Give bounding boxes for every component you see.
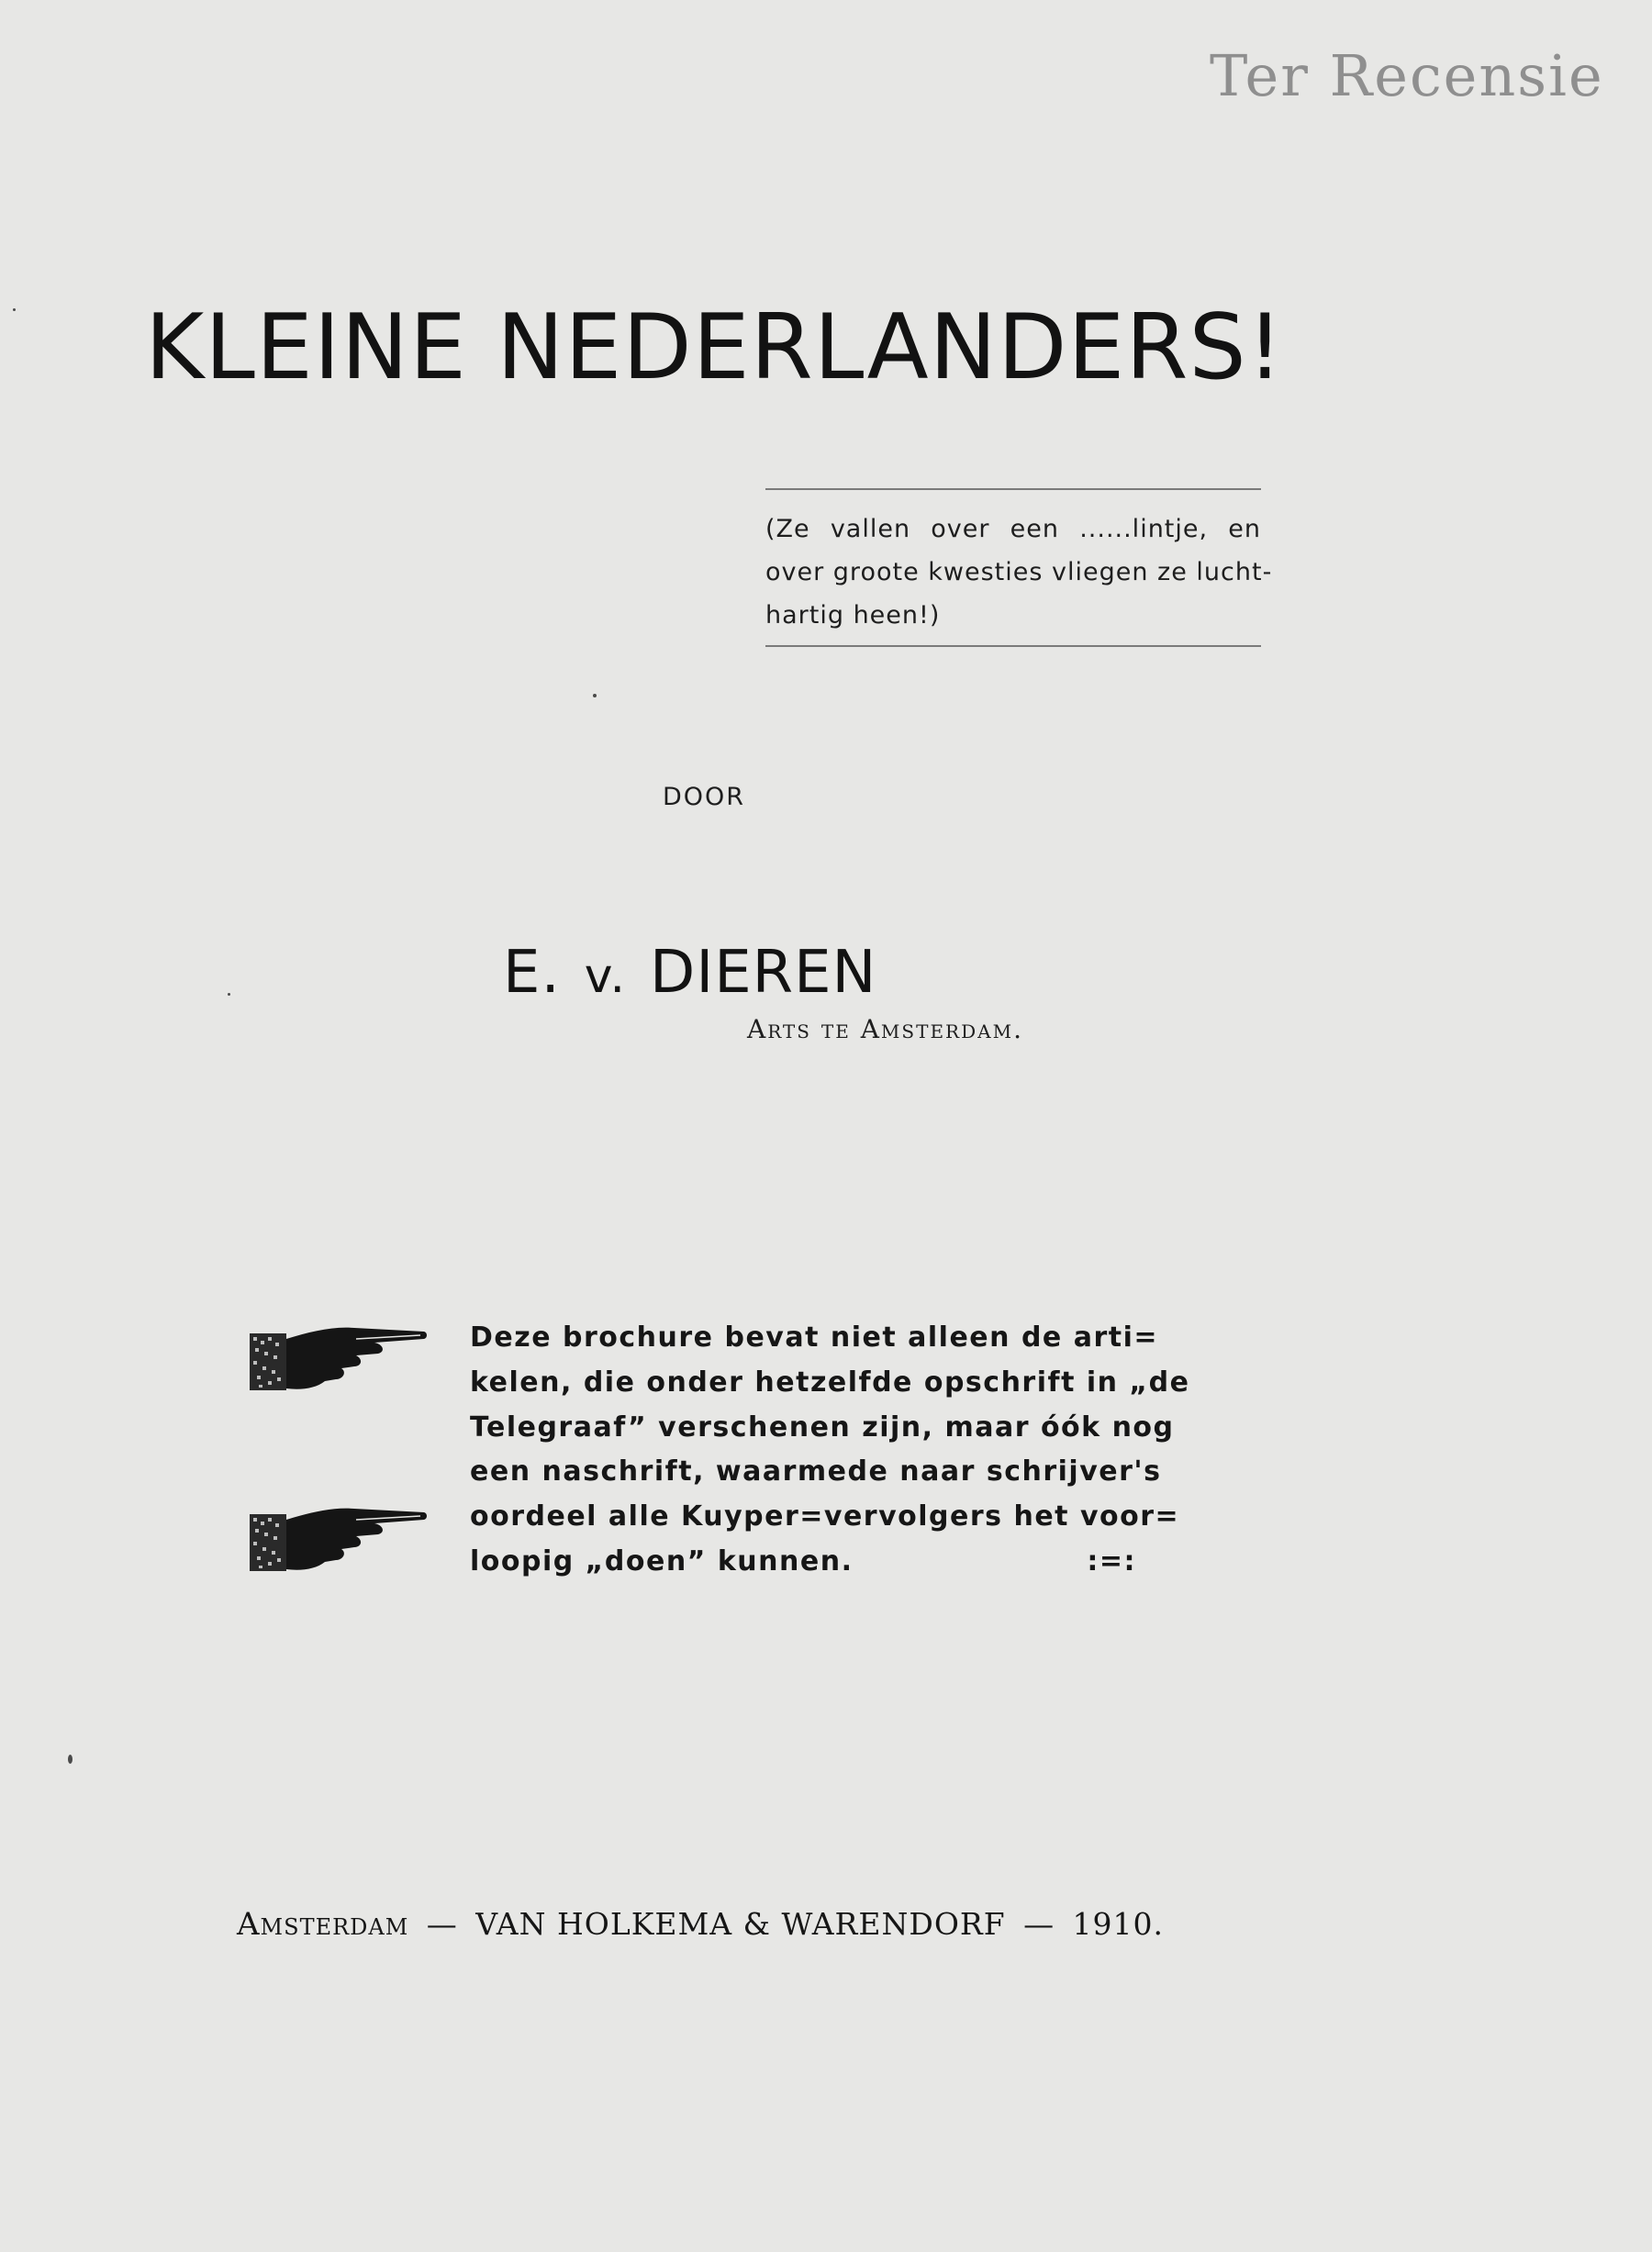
notice-line-6: loopig „doen” kunnen. xyxy=(470,1544,854,1578)
author-middle: v. xyxy=(584,949,627,1004)
author-surname: DIEREN xyxy=(650,939,877,1007)
notice-line-3: Telegraaf” verschenen zijn, maar óók nog xyxy=(470,1410,1175,1444)
publisher-line xyxy=(237,1906,1164,1943)
manicule-icon xyxy=(246,1496,430,1580)
motto-line-2: over groote kwesties vliegen ze lucht- xyxy=(765,558,1273,586)
ter-recensie-stamp xyxy=(1210,42,1604,109)
motto-rule-top xyxy=(765,488,1261,490)
paper-speck xyxy=(593,694,597,697)
manicule-icon xyxy=(246,1315,430,1399)
notice-line-2: kelen, die onder hetzelfde opschrift in „de xyxy=(470,1366,1190,1399)
notice-end-ornament: :=: xyxy=(1087,1544,1136,1578)
paper-speck xyxy=(13,308,16,311)
byline-door: DOOR xyxy=(663,783,746,811)
author-affiliation: Arts te Amsterdam. xyxy=(747,1014,1023,1044)
paper-speck xyxy=(228,993,230,996)
notice-line-4: een naschrift, waarmede naar schrijver's xyxy=(470,1455,1162,1488)
notice-line-6-wrap xyxy=(470,1540,1136,1585)
publisher-dash-2: — xyxy=(1023,1906,1055,1942)
publisher-year: 1910. xyxy=(1072,1906,1164,1942)
stamp-text: Ter Recensie xyxy=(1210,42,1604,109)
author-initial: E. xyxy=(503,939,561,1007)
motto-rule-bottom xyxy=(765,645,1261,647)
motto-line-3: hartig heen!) xyxy=(765,601,941,630)
publisher-dash-1: — xyxy=(426,1906,458,1942)
notice-line-1: Deze brochure bevat niet alleen de arti= xyxy=(470,1321,1159,1354)
publisher-name: VAN HOLKEMA & WARENDORF xyxy=(475,1906,1006,1942)
motto-line-1: (Ze vallen over een ......lintje, en xyxy=(765,515,1261,543)
motto xyxy=(765,507,1273,637)
notice-paragraph xyxy=(470,1316,1190,1585)
paper-speck xyxy=(68,1755,73,1764)
publisher-city: Amsterdam xyxy=(237,1906,409,1943)
notice-line-5: oordeel alle Kuyper=vervolgers het voor= xyxy=(470,1500,1180,1533)
author-name xyxy=(503,939,877,1007)
book-title: KLEINE NEDERLANDERS! xyxy=(145,295,1284,400)
